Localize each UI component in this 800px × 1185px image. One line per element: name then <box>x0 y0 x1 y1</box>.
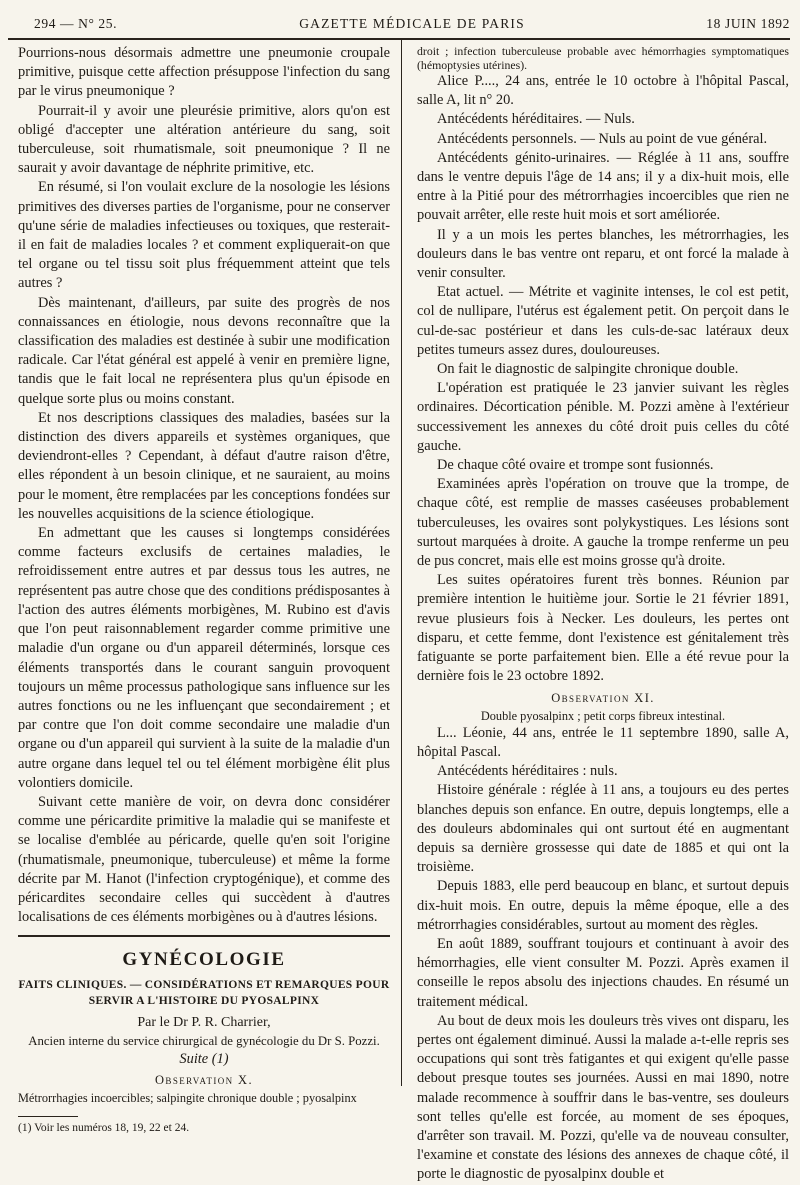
paragraph: Pourrait-il y avoir une pleurésie primitive, alors qu'on est obligé d'accepter une altération antérieure du sang, soit tuberculeuse, soit rhumatismale, soit pneumonique ? Il ne saurait y avoir davantage de néphrite primitive, etc. <box>18 102 390 177</box>
section-title: GYNÉCOLOGIE <box>122 949 286 971</box>
paragraph: Depuis 1883, elle perd beaucoup en blanc, et surtout depuis dix-huit mois. En outre, depuis la même époque, elle a des métrorrhagies considérables, surtout au moment des règles. <box>417 878 789 933</box>
footnote: (1) Voir les numéros 18, 19, 22 et 24. <box>18 1121 190 1134</box>
author-affiliation: Ancien interne du service chirurgical de gynécologie du Dr S. Pozzi. <box>28 1033 380 1048</box>
paragraph: On fait le diagnostic de salpingite chronique double. <box>437 361 739 378</box>
paragraph: Au bout de deux mois les douleurs très vives ont disparu, les pertes ont également diminué. Aussi la malade a-t-elle repris ses occupations qui sont très fatigantes et qui exigent qu'elle passe debout presque toutes ses journées. Aussi en mai 1890, notre malade recommence à souffrir dans le bas-ventre, ses douleurs sont telles qu'elle est forcée, au moment de ses époques, d'arrêter son travail. M. Pozzi, qu'elle va de nouveau consulter, l'examine et constate des lésions des annexes de chaque côté, il porte le diagnostic de pyosalpinx double et <box>417 1012 789 1183</box>
right-column <box>417 44 789 1185</box>
observation-description-continued: droit ; infection tuberculeuse probable avec hémorrhagies symptomatiques (hémoptysies utérines). <box>417 44 789 72</box>
paragraph: En résumé, si l'on voulait exclure de la nosologie les lésions primitives des diverses parties de l'organisme, pour ne conserver qu'une série de maladies infectieuses ou toxiques, que resterait-il en fait de maladies locales ? et comment expliquerait-on que tel organe ou tel tissu soit plus fréquemment atteint que tels autres ? <box>18 179 390 292</box>
footnote-rule <box>18 1116 78 1117</box>
observation-title: Observation X. <box>154 1072 254 1087</box>
left-column <box>18 44 390 1135</box>
paragraph: Antécédents héréditaires. — Nuls. <box>437 111 635 128</box>
paragraph: Antécédents héréditaires : nuls. <box>437 763 618 780</box>
paragraph: Suivant cette manière de voir, on devra donc considérer comme une péricardite primitive la maladie qui se manifeste et se localise d'emblée au péricarde, quelle qu'en soit l'origine (rhumatismale, pneumonique, tuberculeuse) et même la forme décrite par M. Hanot (l'infection cryptogénique), et comme des péricardites secondaire celles qui succèdent à d'autres localisations de ces éléments morbigènes ou à d'autres lésions. <box>18 793 390 926</box>
paragraph: Etat actuel. — Métrite et vaginite intenses, le col est petit, col de nullipare, l'utérus est également petit. On perçoit dans le cul-de-sac postérieur et dans les culs-de-sac latéraux deux petites tumeurs assez dures, douloureuses. <box>417 284 789 358</box>
paragraph: Pourrions-nous désormais admettre une pneumonie croupale primitive, puisque cette affection présuppose l'infection du sang par le virus pneumonique ? <box>18 45 390 100</box>
paragraph: Il y a un mois les pertes blanches, les métrorrhagies, les douleurs dans le bas ventre ont reparu, et ont forcé la malade à venir consulter. <box>417 226 789 282</box>
column-divider <box>401 40 402 1086</box>
paragraph: Dès maintenant, d'ailleurs, par suite des progrès de nos connaissances en étiologie, nous devons reconnaître que la classification des maladies est destinée à subir une modification radicale. Car l'état général est appelé à venir en première ligne, tandis que le fait local ne représentera plus qu'un épisode en quelque sorte plus ou moins constant. <box>18 294 390 407</box>
observation-title: Observation XI. <box>551 690 655 705</box>
article-author: Par le Dr P. R. Charrier, <box>137 1015 271 1031</box>
paragraph: Histoire générale : réglée à 11 ans, a toujours eu des pertes blanches depuis son enfance. En outre, depuis longtemps, elle a des douleurs abdominales qui ont surtout été en augmentant depuis sa dernière grossesse qui date de 1885 et qui ont la troisième. <box>417 782 789 876</box>
paragraph: Antécédents génito-urinaires. — Réglée à 11 ans, souffre dans le ventre depuis l'âge de 14 ans; il y a dix-huit mois, elle entre à la Pitié pour des métrorrhagies incoercibles que rien ne pouvait arrêter, elle reste huit mois et sort améliorée. <box>417 149 789 224</box>
paragraph: En août 1889, souffrant toujours et continuant à avoir des hémorrhagies, elle vient consulter M. Pozzi. Après examen il conseille le repos absolu des injections chaudes. En résumé un traitement médical. <box>417 935 789 1010</box>
paragraph: Alice P...., 24 ans, entrée le 10 octobre à l'hôpital Pascal, salle A, lit n° 20. <box>417 73 789 109</box>
journal-title: GAZETTE MÉDICALE DE PARIS <box>299 16 525 31</box>
paragraph: Les suites opératoires furent très bonnes. Réunion par première intention le huitième jour. Sortie le 21 février 1891, revue plusieurs fois à Necker. Les douleurs, les pertes ont disparu, et cette femme, dont l'existence est génitalement très fatiguante se porte parfaitement bien. Elle a été revue pour la dernière fois le 23 octobre 1892. <box>417 572 789 685</box>
paragraph: L'opération est pratiquée le 23 janvier suivant les règles ordinaires. Décortication pénible. M. Pozzi amène à l'extérieur successivement les annexes du côté droit puis celles du côté gauche. <box>417 380 789 454</box>
paragraph: Examinées après l'opération on trouve que la trompe, de chaque côté, est remplie de masses caséeuses probablement tuberculeuses, les ovaires sont polykystiques. Les lésions sont surtout marquées à droite. A gauche la trompe renferme un peu de pus concret, mais elle est moins grosse qu'à droite. <box>417 476 789 570</box>
article-title: FAITS CLINIQUES. — CONSIDÉRATIONS ET REMARQUES POUR SERVIR A L'HISTOIRE DU PYOSALPINX <box>18 979 390 1008</box>
observation-description: Métrorrhagies incoercibles; salpingite chronique double ; pyosalpinx <box>18 1090 357 1105</box>
observation-description: Double pyosalpinx ; petit corps fibreux intestinal. <box>480 708 726 723</box>
paragraph: L... Léonie, 44 ans, entrée le 11 septembre 1890, salle A, hôpital Pascal. <box>417 724 789 760</box>
paragraph: De chaque côté ovaire et trompe sont fusionnés. <box>437 457 714 474</box>
issue-date: 18 JUIN 1892 <box>706 16 790 31</box>
page-header <box>34 12 790 34</box>
continuation-note: Suite (1) <box>179 1050 229 1067</box>
paragraph: Et nos descriptions classiques des maladies, basées sur la distinction des divers appareils et systèmes organiques, que deviendront-elles ? Cependant, à défaut d'autre raison d'être, elles répondent à un besoin clinique, et ne sauraient, au moins pour le moment, être remplacées par les conceptions fondées sur les nouvelles acquisitions de la science étiologique. <box>18 409 390 522</box>
section-rule <box>18 935 390 937</box>
page-number-issue: 294 — N° 25. <box>34 16 118 31</box>
header-rule <box>8 38 790 40</box>
paragraph: Antécédents personnels. — Nuls au point de vue général. <box>437 130 768 147</box>
paragraph: En admettant que les causes si longtemps considérées comme facteurs exclusifs de certaines maladies, le refroidissement entre autres et par dessus tous les autres, ne représentent pas autre chose que des conditions prédisposantes à l'action des autres éléments morbigènes, M. Rubino est d'avis que l'on peut raisonnablement regarder comme primitive une maladie d'un organe ou d'un appareil déterminés, lorsque ces éléments transportés dans le courant sanguin provoquent toujours un même processus pathologique sans influence sur les autres fonctions ou ne les influençant que secondairement ; et par contre que l'on doit comme secondaire une maladie d'un organe ou d'un appareil qui survient à la suite de la maladie d'un autre organe dans lequel tel ou tel élément morbigène élit plus volontiers domicile. <box>18 525 390 791</box>
